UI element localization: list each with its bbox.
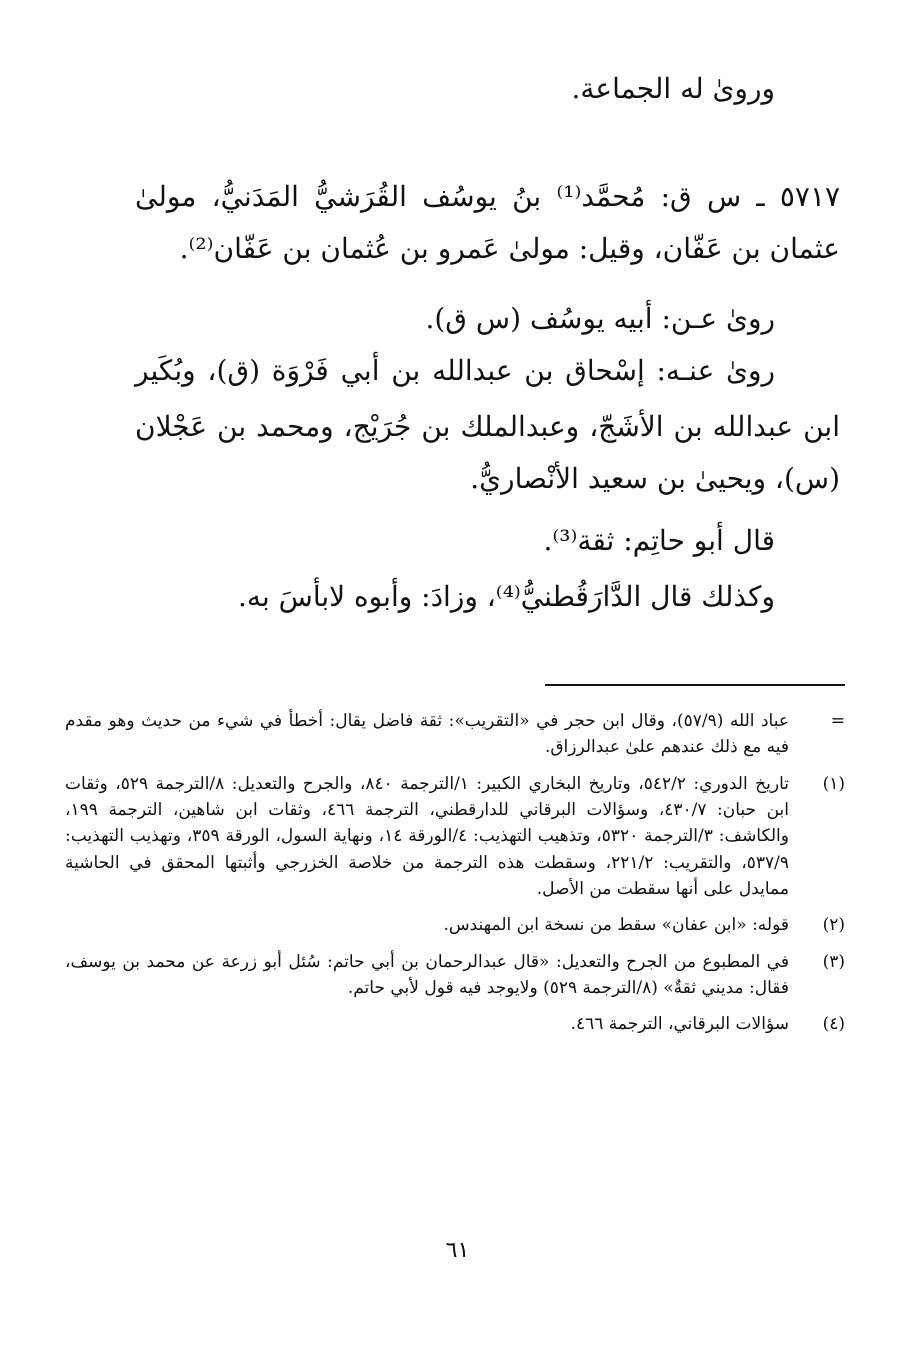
top-line: وروىٰ له الجماعة. (571, 72, 775, 105)
entry-line-7: قال أبو حاتِم: ثقة⁽³⁾. (543, 524, 775, 557)
footnote-2 (65, 912, 845, 938)
entry-line-1: ٥٧١٧ ـ س ق: مُحمَّد⁽¹⁾ بنُ يوسُف القُرَشيُّ المَدَنيُّ، مولىٰ (135, 180, 841, 213)
footnote-continued (65, 708, 845, 761)
footnote-1 (65, 771, 845, 903)
footnote-separator (545, 684, 845, 686)
footnote-text: قوله: «ابن عفان» سقط من نسخة ابن المهندس. (443, 915, 789, 936)
entry-line-6: (س)، ويحيىٰ بن سعيد الأنْصاريُّ. (470, 462, 840, 495)
footnote-text: في المطبوع من الجرح والتعديل: «قال عبدالرحمان بن أبي حاتم: سُئل أبو زرعة عن محمد بن يوسف، فقال: مديني ثقةٌ» (٨/الترجمة ٥٢٩) ولايوجد فيه قول لأبي حاتم. (65, 951, 789, 999)
footnote-4 (65, 1011, 845, 1037)
footnote-mark: (٢) (822, 915, 845, 936)
footnote-text: تاريخ الدوري: ٥٤٢/٢، وتاريخ البخاري الكبير: ١/الترجمة ٨٤٠، والجرح والتعديل: ٨/الترجمة ٥٢٩، وثقات ابن حبان: ٤٣٠/٧، وسؤالات البرقاني للدارقطني، الترجمة ٤٦٦، وثقات ابن شاهين، الترجمة ١٩٩، والكاشف: ٣/الترجمة ٥٣٢٠، وتذهيب التهذيب: ٤/الورقة ١٤، ونهاية السول، الورقة ٣٥٩، وتهذيب التهذيب: ٥٣٧/٩، والتقريب: ٢٢١/٢، وسقطت هذه الترجمة من خلاصة الخزرجي وأثبتها المحقق في الحاشية ممايدل على أنها سقطت من الأصل. (65, 773, 790, 900)
footnote-text: عباد الله (٥٧/٩)، وقال ابن حجر في «التقريب»: ثقة فاضل يقال: أخطأ في شيء من حديث وهو مقدم فيه مع ذلك عندهم علىٰ عبدالرزاق. (65, 711, 789, 758)
entry-line-2: عثمان بن عَفّان، وقيل: مولىٰ عَمرو بن عُثمان بن عَفّان⁽²⁾. (179, 232, 840, 265)
entry-line-8: وكذلك قال الدَّارَقُطنيُّ⁽⁴⁾، وزادَ: وأبوه لابأسَ به. (238, 580, 775, 613)
entry-line-3: روىٰ عـن: أبيه يوسُف (س ق). (425, 302, 775, 335)
footnote-mark: (٤) (822, 1014, 845, 1035)
footnote-mark: = (830, 711, 845, 731)
footnote-3 (65, 949, 845, 1002)
entry-line-5: ابن عبدالله بن الأشَجّ، وعبدالملك بن جُرَيْج، ومحمد بن عَجْلان (135, 410, 840, 443)
footnote-mark: (١) (822, 773, 845, 794)
entry-line-4: روىٰ عنـه: إسْحاق بن عبدالله بن أبي فَرْوَة (ق)، وبُكَير (135, 354, 775, 387)
page-number: ٦١ (445, 1238, 470, 1263)
footnotes (65, 708, 845, 1048)
footnote-mark: (٣) (822, 951, 845, 972)
footnote-text: سؤالات البرقاني، الترجمة ٤٦٦. (570, 1014, 789, 1035)
